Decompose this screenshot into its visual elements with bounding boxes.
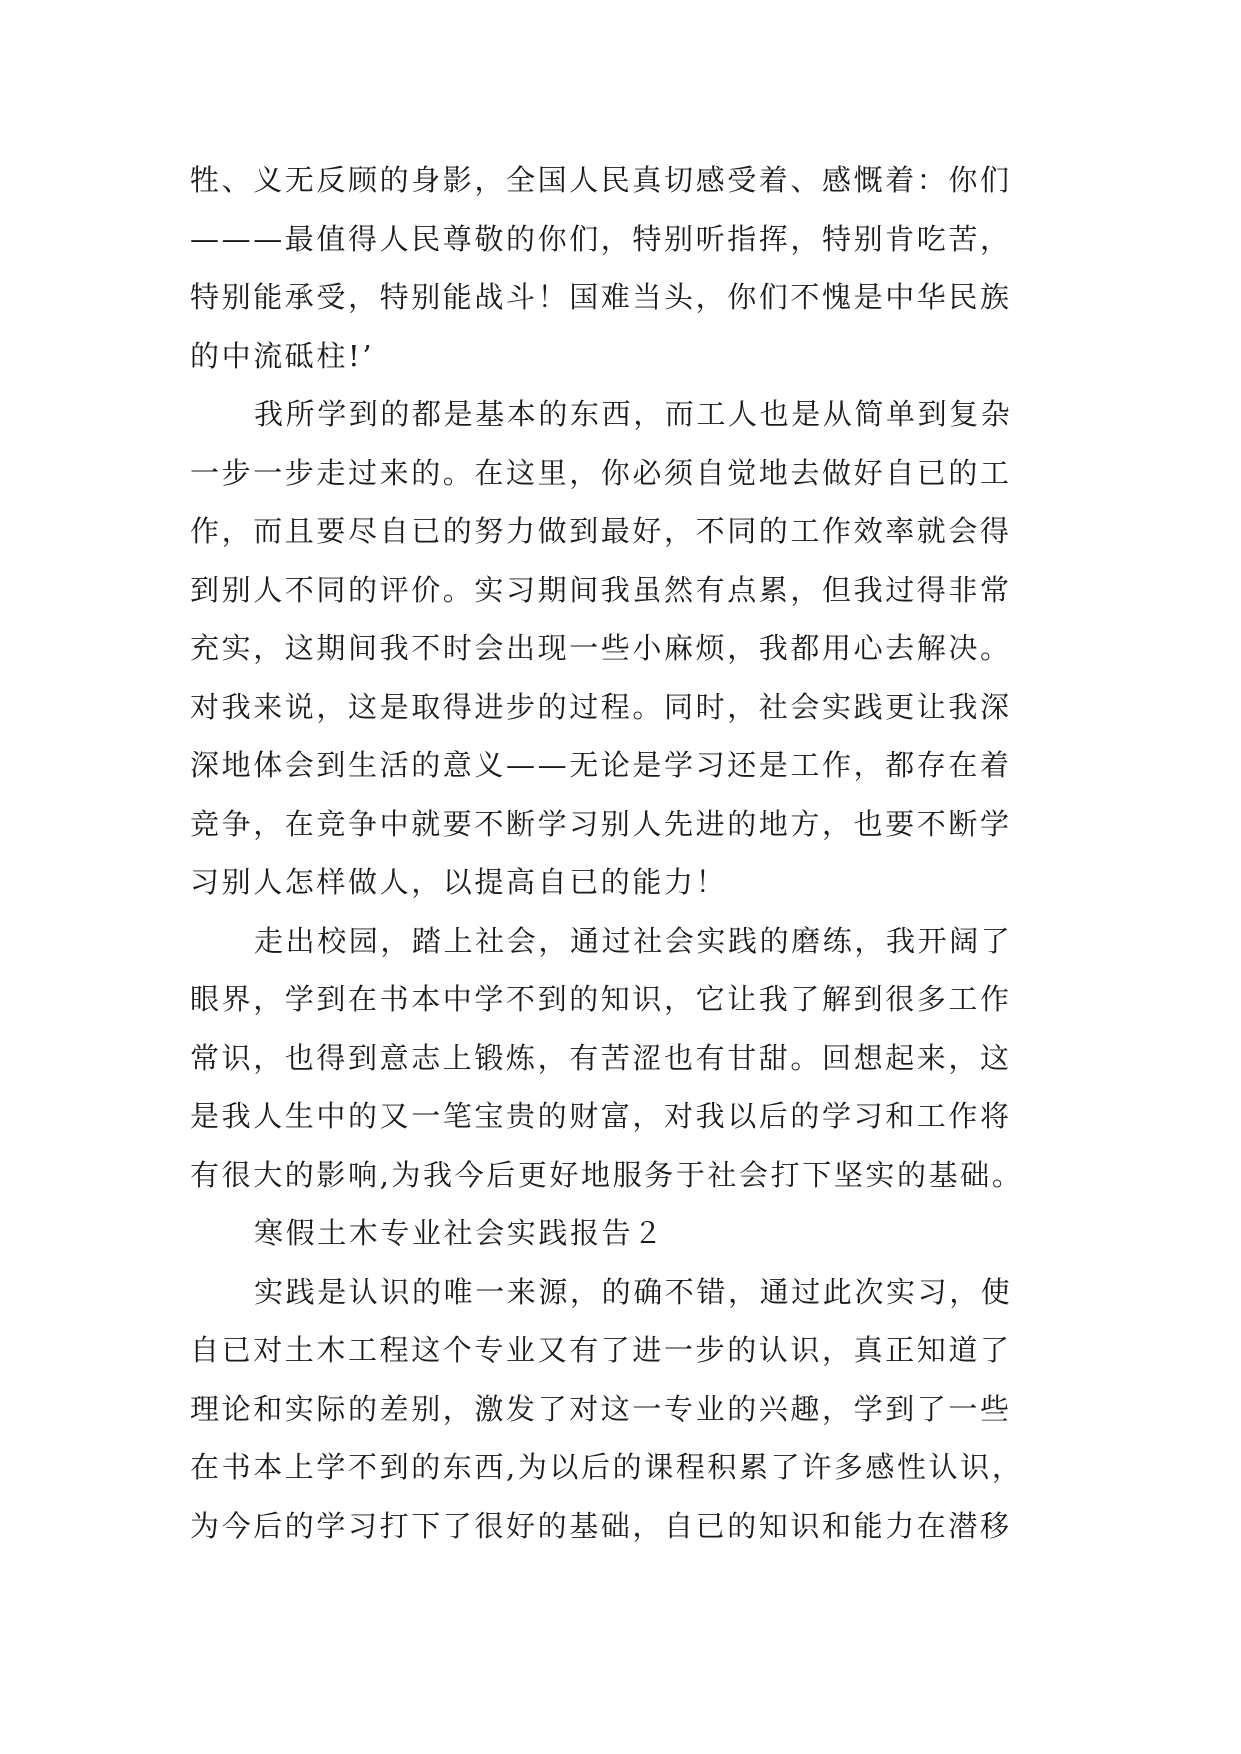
text-line: 对我来说，这是取得进步的过程。同时，社会实践更让我深 xyxy=(190,689,1012,724)
text-line: 常识，也得到意志上锻炼，有苦涩也有甘甜。回想起来，这 xyxy=(190,1040,1012,1075)
text-line: 理论和实际的差别，激发了对这一专业的兴趣，学到了一些 xyxy=(190,1391,1012,1426)
paragraph-first-line: 我所学到的都是基本的东西，而工人也是从简单到复杂 xyxy=(254,397,1013,431)
text-line: ———最值得人民尊敬的你们，特别听指挥，特别肯吃苦， xyxy=(190,221,1012,256)
text-line: 的中流砥柱!’ xyxy=(190,338,375,373)
text-line: 充实，这期间我不时会出现一些小麻烦，我都用心去解决。 xyxy=(190,631,1012,665)
text-line: 习别人怎样做人，以提高自已的能力！ xyxy=(190,865,728,899)
text-line: 一步一步走过来的。在这里，你必须自觉地去做好自已的工 xyxy=(190,455,1012,490)
text-line: 作，而且要尽自已的努力做到最好，不同的工作效率就会得 xyxy=(190,514,1012,548)
text-line: 竞争，在竞争中就要不断学习别人先进的地方，也要不断学 xyxy=(190,806,1012,841)
paragraph-first-line: 实践是认识的唯一来源，的确不错，通过此次实习，使 xyxy=(254,1274,1013,1309)
text-line: 到别人不同的评价。实习期间我虽然有点累，但我过得非常 xyxy=(190,572,1012,607)
paragraph-first-line: 走出校园，踏上社会，通过社会实践的磨练，我开阔了 xyxy=(254,923,1013,958)
text-line: 为今后的学习打下了很好的基础，自已的知识和能力在潜移 xyxy=(190,1508,1012,1543)
text-line: 特别能承受，特别能战斗！国难当头，你们不愧是中华民族 xyxy=(190,280,1012,314)
text-line: 深地体会到生活的意义——无论是学习还是工作，都存在着 xyxy=(190,748,1012,782)
text-line: 是我人生中的又一笔宝贵的财富，对我以后的学习和工作将 xyxy=(190,1099,1012,1133)
text-line: 自已对土木工程这个专业又有了进一步的认识，真正知道了 xyxy=(190,1333,1012,1367)
paragraph-first-line: 寒假土木专业社会实践报告２ xyxy=(254,1216,665,1250)
text-line: 在书本上学不到的东西,为以后的课程积累了许多感性认识， xyxy=(190,1450,1024,1484)
text-line: 牲、义无反顾的身影，全国人民真切感受着、感慨着：你们 xyxy=(190,163,1012,197)
body-text xyxy=(190,151,1060,1555)
text-line: 眼界，学到在书本中学不到的知识，它让我了解到很多工作 xyxy=(190,982,1012,1016)
text-line: 有很大的影响,为我今后更好地服务于社会打下坚实的基础。 xyxy=(190,1157,1024,1192)
